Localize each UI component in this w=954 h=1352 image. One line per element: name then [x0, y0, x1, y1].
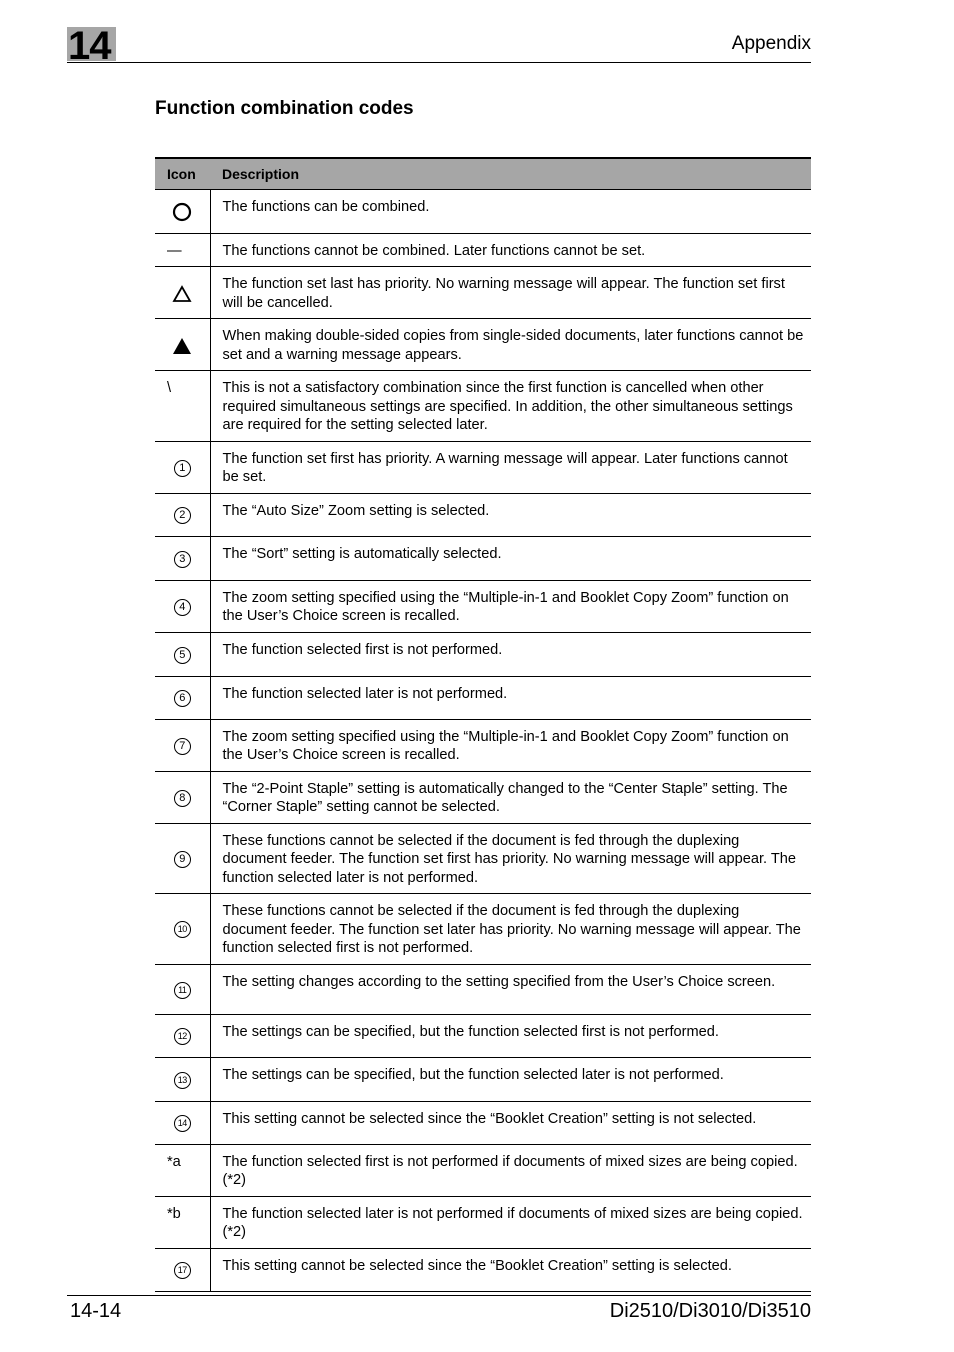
- icon-cell: [155, 632, 210, 676]
- description-cell: The settings can be specified, but the function selected later is not performed.: [210, 1057, 811, 1101]
- icon-cell: [155, 1101, 210, 1144]
- description-cell: This is not a satisfactory combination since the first function is cancelled when other required simultaneous settings are specified. In addition, the other simultaneous settings are required for the setting selected later.: [210, 371, 811, 442]
- circled-number: 8: [174, 790, 191, 807]
- circled-number-icon: [155, 633, 210, 676]
- header-rule: [67, 62, 811, 63]
- table-row: [155, 719, 811, 771]
- description-cell: The “Sort” setting is automatically selected.: [210, 536, 811, 580]
- table-row: [155, 1014, 811, 1057]
- icon-cell: [155, 493, 210, 536]
- circled-number: 5: [174, 647, 191, 664]
- description-cell: The function selected first is not performed.: [210, 632, 811, 676]
- icon-cell: [155, 233, 210, 267]
- chapter-number: 14: [68, 24, 111, 68]
- table-row: [155, 233, 811, 267]
- circled-number: 6: [174, 690, 191, 707]
- table-row: [155, 580, 811, 632]
- circled-number-icon: [155, 965, 210, 1014]
- model-name: Di2510/Di3010/Di3510: [609, 1300, 811, 1322]
- circled-number: 3: [174, 551, 191, 568]
- circle-outline-icon: [155, 190, 210, 233]
- table-row: [155, 1057, 811, 1101]
- table-row: [155, 441, 811, 493]
- table-row: [155, 267, 811, 319]
- icon-label: *a: [167, 1153, 181, 1170]
- table-row: [155, 371, 811, 442]
- description-cell: This setting cannot be selected since the “Booklet Creation” setting is not selected.: [210, 1101, 811, 1144]
- description-cell: The zoom setting specified using the “Multiple-in-1 and Booklet Copy Zoom” function on the User’s Choice screen is recalled.: [210, 580, 811, 632]
- icon-label: \: [167, 380, 172, 396]
- description-cell: These functions cannot be selected if the document is fed through the duplexing document feeder. The function set later has priority. No warning message will appear. The function selected first is not performed.: [210, 894, 811, 965]
- description-cell: These functions cannot be selected if the document is fed through the duplexing document feeder. The function set first has priority. No warning message will appear. The function selected later is not performed.: [210, 823, 811, 894]
- section-title: Appendix: [731, 33, 811, 54]
- circled-number: 1: [174, 460, 191, 477]
- table-row: [155, 823, 811, 894]
- description-cell: The setting changes according to the setting specified from the User’s Choice screen.: [210, 964, 811, 1014]
- circled-number-icon: [155, 442, 210, 493]
- footer-rule: [67, 1295, 811, 1296]
- icon-cell: [155, 267, 210, 319]
- icon-label: *b: [167, 1205, 181, 1222]
- description-cell: The functions can be combined.: [210, 189, 811, 233]
- page-title: Function combination codes: [155, 98, 414, 119]
- triangle-filled-icon: [155, 319, 210, 370]
- description-cell: The “2-Point Staple” setting is automatically changed to the “Center Staple” setting. The “Corner Staple” setting cannot be selected.: [210, 771, 811, 823]
- table-row: [155, 493, 811, 536]
- table-header-row: [155, 158, 811, 189]
- table-row: [155, 771, 811, 823]
- description-cell: The functions cannot be combined. Later functions cannot be set.: [210, 233, 811, 267]
- circled-number-icon: [155, 824, 210, 894]
- circled-number-icon: [155, 1249, 210, 1291]
- circled-number: 10: [174, 921, 191, 938]
- table-row: [155, 319, 811, 371]
- icon-cell: [155, 1144, 210, 1196]
- icon-cell: [155, 319, 210, 371]
- table-row: [155, 1248, 811, 1291]
- table-row: [155, 676, 811, 719]
- circled-number-icon: [155, 1058, 210, 1101]
- icon-cell: [155, 964, 210, 1014]
- icon-cell: [155, 1014, 210, 1057]
- description-cell: This setting cannot be selected since the “Booklet Creation” setting is selected.: [210, 1248, 811, 1291]
- circled-number-icon: [155, 581, 210, 632]
- circled-number-icon: [155, 772, 210, 823]
- circled-number: 4: [174, 599, 191, 616]
- description-cell: The function selected first is not performed if documents of mixed sizes are being copied. (*2): [210, 1144, 811, 1196]
- circled-number-icon: [155, 537, 210, 580]
- table-row: [155, 632, 811, 676]
- table-row: [155, 189, 811, 233]
- function-codes-table: [155, 157, 811, 1292]
- table-row: [155, 1196, 811, 1248]
- icon-cell: [155, 1196, 210, 1248]
- icon-cell: [155, 771, 210, 823]
- description-cell: The settings can be specified, but the function selected first is not performed.: [210, 1014, 811, 1057]
- icon-cell: [155, 580, 210, 632]
- icon-cell: [155, 1248, 210, 1291]
- circled-number: 9: [174, 851, 191, 868]
- icon-cell: [155, 1057, 210, 1101]
- description-cell: When making double-sided copies from single-sided documents, later functions cannot be set and a warning message appears.: [210, 319, 811, 371]
- circled-number-icon: [155, 1015, 210, 1057]
- table-row: [155, 964, 811, 1014]
- icon-cell: [155, 189, 210, 233]
- description-cell: The function selected later is not performed if documents of mixed sizes are being copied. (*2): [210, 1196, 811, 1248]
- table-row: [155, 894, 811, 965]
- table-row: [155, 536, 811, 580]
- circled-number: 11: [174, 982, 191, 999]
- page-number: 14-14: [70, 1300, 122, 1322]
- circled-number: 2: [174, 507, 191, 524]
- circled-number: 17: [174, 1262, 191, 1279]
- circled-number: 14: [174, 1115, 191, 1132]
- icon-cell: [155, 894, 210, 965]
- circled-number-icon: [155, 720, 210, 771]
- icon-label: —: [167, 242, 182, 259]
- description-cell: The function set last has priority. No warning message will appear. The function set first will be cancelled.: [210, 267, 811, 319]
- description-cell: The function selected later is not performed.: [210, 676, 811, 719]
- circled-number-icon: [155, 677, 210, 719]
- description-cell: The “Auto Size” Zoom setting is selected.: [210, 493, 811, 536]
- description-cell: The function set first has priority. A warning message will appear. Later functions cannot be set.: [210, 441, 811, 493]
- icon-cell: [155, 371, 210, 442]
- table-row: [155, 1144, 811, 1196]
- icon-cell: [155, 823, 210, 894]
- circled-number: 7: [174, 738, 191, 755]
- circled-number: 13: [174, 1072, 191, 1089]
- column-header-description: Description: [210, 158, 811, 189]
- icon-cell: [155, 719, 210, 771]
- description-cell: The zoom setting specified using the “Multiple-in-1 and Booklet Copy Zoom” function on the User’s Choice screen is recalled.: [210, 719, 811, 771]
- icon-cell: [155, 536, 210, 580]
- icon-cell: [155, 441, 210, 493]
- circled-number-icon: [155, 494, 210, 536]
- table-body: [155, 189, 811, 1291]
- circled-number-icon: [155, 1102, 210, 1144]
- column-header-icon: Icon: [155, 158, 210, 189]
- circled-number-icon: [155, 894, 210, 964]
- circled-number: 12: [174, 1028, 191, 1045]
- table-row: [155, 1101, 811, 1144]
- triangle-outline-icon: [155, 267, 210, 318]
- icon-cell: [155, 676, 210, 719]
